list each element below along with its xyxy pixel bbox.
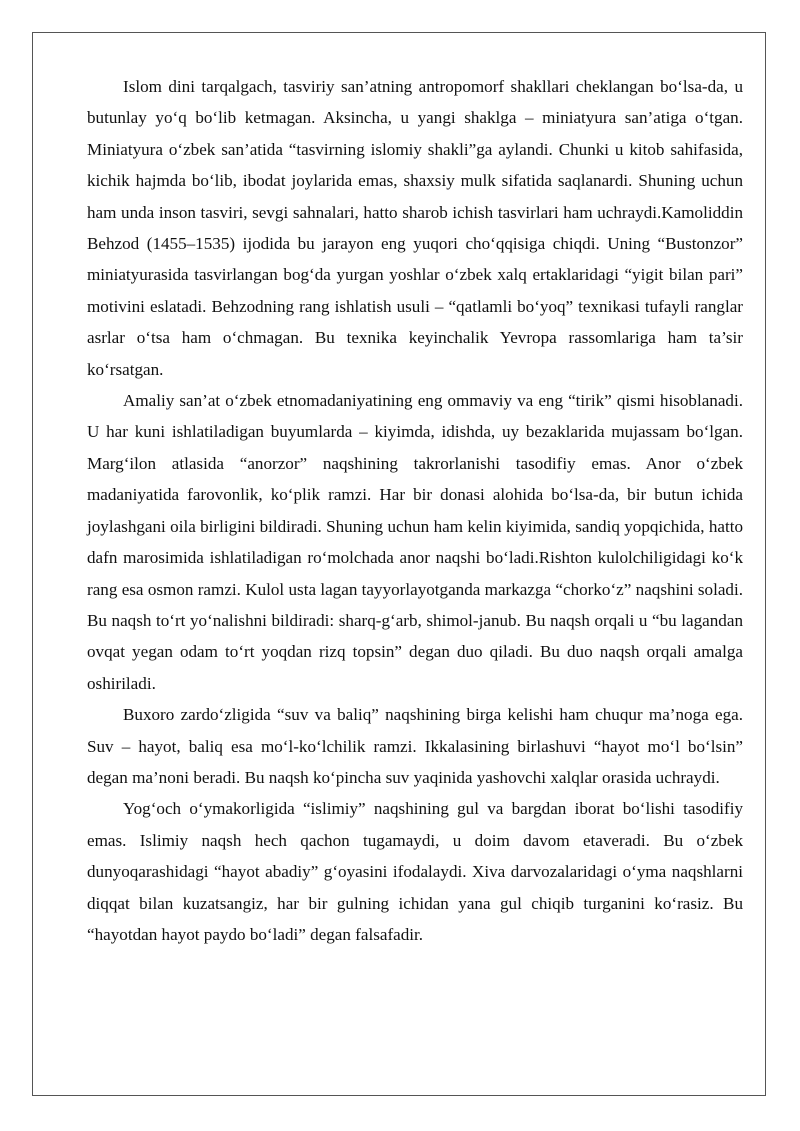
document-body <box>87 71 743 950</box>
paragraph-gold-embroidery: Buxoro zardo‘zligida “suv va baliq” naqshining birga kelishi ham chuqur ma’noga ega. Suv – hayot, baliq esa mo‘l-ko‘lchilik ramzi. Ikkalasining birlashuvi “hayot mo‘l bo‘lsin” degan ma’noni beradi. Bu naqsh ko‘pincha suv yaqinida yashovchi xalqlar orasida uchraydi. <box>87 705 743 787</box>
paragraph-miniature-art: Islom dini tarqalgach, tasviriy san’atning antropomorf shakllari cheklangan bo‘lsa-da, u butunlay yo‘q bo‘lib ketmagan. Aksincha, u yangi shaklga – miniatyura san’atiga o‘tgan. Miniatyura o‘zbek san’atida “tasvirning islomiy shakli”ga aylandi. Chunki u kitob sahifasida, kichik hajmda bo‘lib, ibodat joylarida emas, shaxsiy mulk sifatida saqlanardi. Shuning uchun ham unda inson tasviri, sevgi sahnalari, hatto sharob ichish tasvirlari ham uchraydi.Kamoliddin Behzod (1455–1535) ijodida bu jarayon eng yuqori cho‘qqisiga chiqdi. Uning “Bustonzor” miniatyurasida tasvirlangan bog‘da yurgan yoshlar o‘zbek xalq ertaklaridagi “yigit bilan pari” motivini eslatadi. Behzodning rang ishlatish usuli – “qatlamli bo‘yoq” texnikasi tufayli ranglar asrlar o‘tsa ham o‘chmagan. Bu texnika keyinchalik Yevropa rassomlariga ham ta’sir ko‘rsatgan. <box>87 77 743 379</box>
paragraph-wood-carving: Yog‘och o‘ymakorligida “islimiy” naqshining gul va bargdan iborat bo‘lishi tasodifiy emas. Islimiy naqsh hech qachon tugamaydi, u doim davom etaveradi. Bu o‘zbek dunyoqarashidagi “hayot abadiy” g‘oyasini ifodalaydi. Xiva darvozalaridagi o‘yma naqshlarni diqqat bilan kuzatsangiz, har bir gulning ichidan yana gul chiqib turganini ko‘rasiz. Bu “hayotdan hayot paydo bo‘ladi” degan falsafadir. <box>87 799 743 944</box>
paragraph-applied-art: Amaliy san’at o‘zbek etnomadaniyatining eng ommaviy va eng “tirik” qismi hisoblanadi. U har kuni ishlatiladigan buyumlarda – kiyimda, idishda, uy bezaklarida mujassam bo‘lgan. Marg‘ilon atlasida “anorzor” naqshining takrorlanishi tasodifiy emas. Anor o‘zbek madaniyatida farovonlik, ko‘plik ramzi. Har bir donasi alohida bo‘lsa-da, bir butun ichida joylashgani oila birligini bildiradi. Shuning uchun ham kelin kiyimida, sandiq yopqichida, hatto dafn marosimida ishlatiladigan ro‘molchada anor naqshi bo‘ladi.Rishton kulolchiligidagi ko‘k rang esa osmon ramzi. Kulol usta lagan tayyorlayotganda markazga “chorko‘z” naqshini soladi. Bu naqsh to‘rt yo‘nalishni bildiradi: sharq-g‘arb, shimol-janub. Bu naqsh orqali u “bu lagandan ovqat yegan odam to‘rt yoqdan rizq topsin” degan duo qiladi. Bu duo naqsh orqali amalga oshiriladi. <box>87 391 743 693</box>
